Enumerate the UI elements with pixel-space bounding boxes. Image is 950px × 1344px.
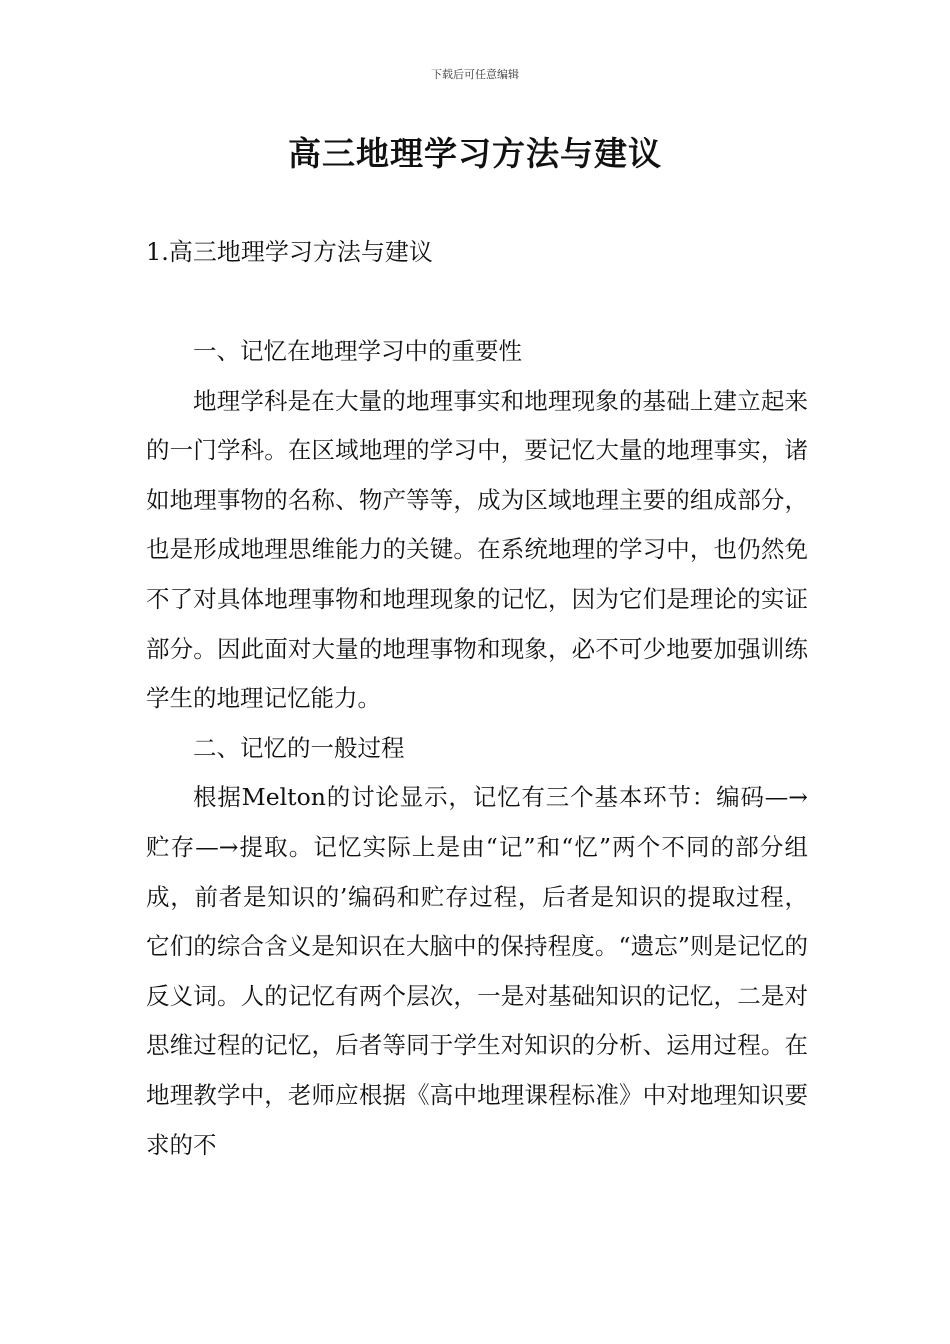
document-body bbox=[146, 327, 808, 1170]
section-heading-process: 二、记忆的一般过程 bbox=[193, 733, 405, 762]
body-paragraph: 根据Melton的讨论显示，记忆有三个基本环节：编码—→贮存—→提取。记忆实际上是由“记”和“忆”两个不同的部分组成，前者是知识的’编码和贮存过程，后者是知识的提取过程，它们的综合含义是知识在大脑中的保持程度。“遗忘”则是记忆的反义词。人的记忆有两个层次，一是对基础知识的记忆，二是对思维过程的记忆，后者等同于学生对知识的分析、运用过程。在地理教学中，老师应根据《高中地理课程标准》中对地理知识要求的不 bbox=[146, 783, 808, 1159]
body-paragraph: 地理学科是在大量的地理事实和地理现象的基础上建立起来的一门学科。在区域地理的学习中，要记忆大量的地理事实，诸如地理事物的名称、物产等等，成为区域地理主要的组成部分，也是形成地理思维能力的关键。在系统地理的学习中，也仍然免不了对具体地理事物和地理现象的记忆，因为它们是理论的实证部分。因此面对大量的地理事物和现象，必不可少地要加强训练学生的地理记忆能力。 bbox=[146, 386, 808, 713]
page-header-note: 下载后可任意编辑 bbox=[431, 68, 519, 81]
document-title: 高三地理学习方法与建议 bbox=[288, 134, 662, 173]
section-subheading: 1.高三地理学习方法与建议 bbox=[146, 238, 433, 266]
section-heading-importance: 一、记忆在地理学习中的重要性 bbox=[193, 337, 522, 365]
